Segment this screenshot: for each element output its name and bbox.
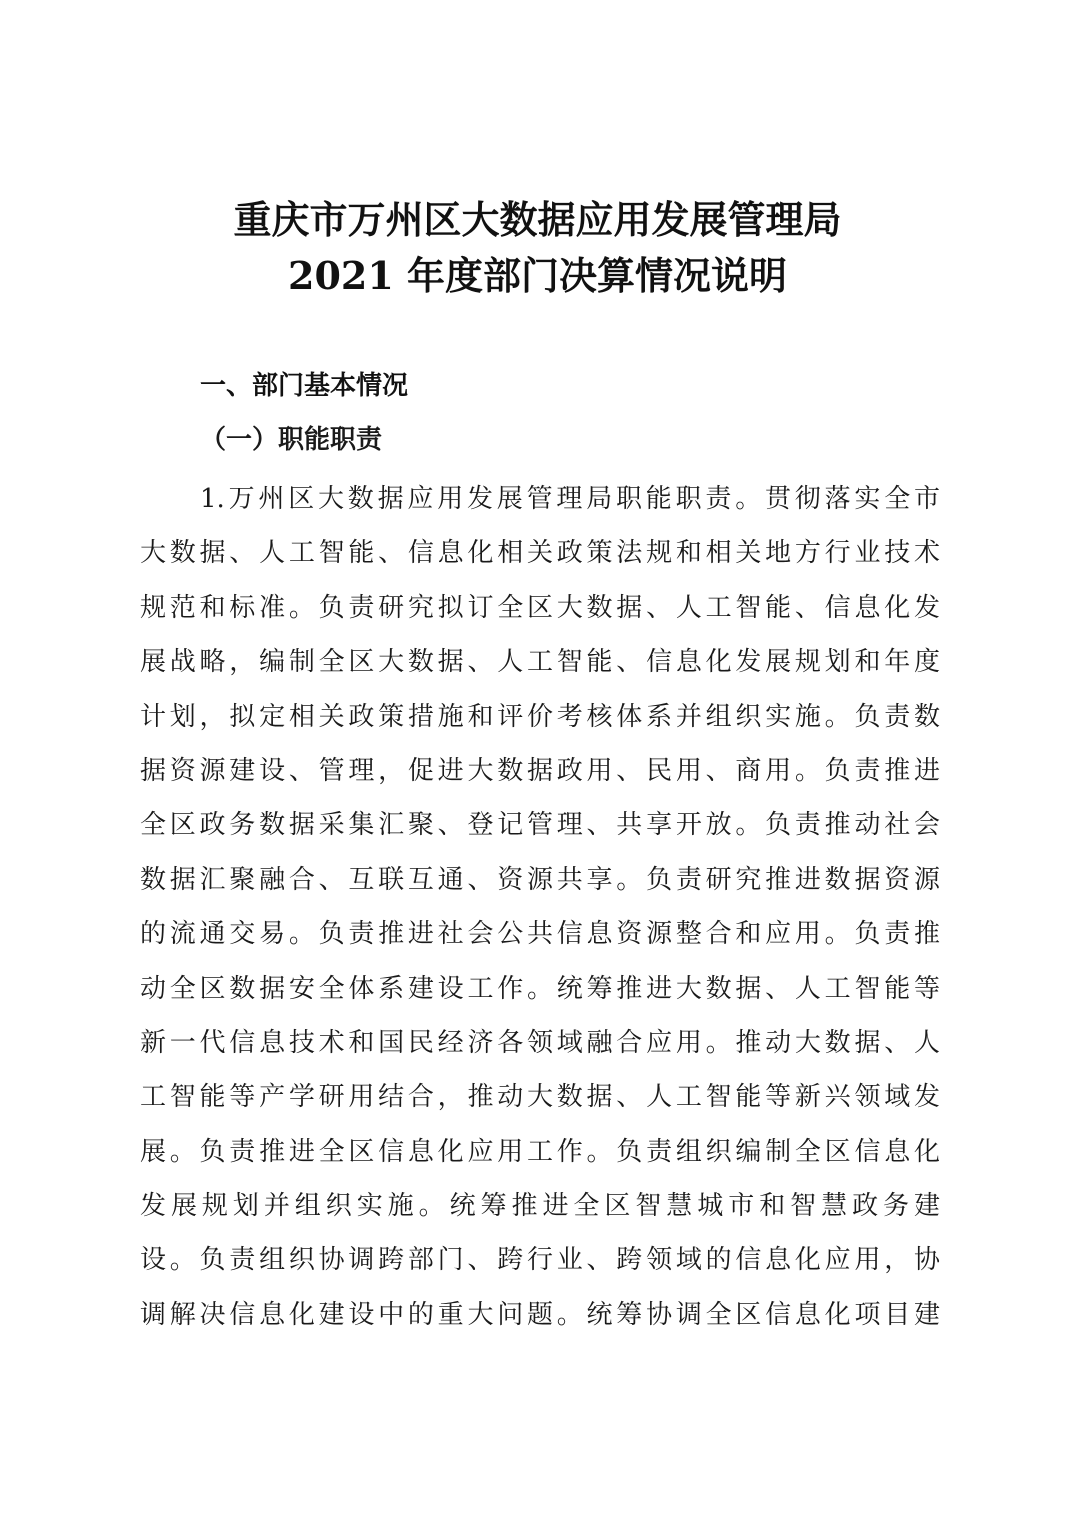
paragraph-line: 数据汇聚融合、互联互通、资源共享。负责研究推进数据资源 [140,864,940,895]
paragraph-line: 展。负责推进全区信息化应用工作。负责组织编制全区信息化 [140,1136,940,1167]
paragraph-line: 规范和标准。负责研究拟订全区大数据、人工智能、信息化发 [140,592,940,623]
paragraph-line: 动全区数据安全体系建设工作。统筹推进大数据、人工智能等 [140,973,940,1004]
document-title-line-1: 重庆市万州区大数据应用发展管理局 [233,197,842,242]
paragraph-line: 调解决信息化建设中的重大问题。统筹协调全区信息化项目建 [140,1299,940,1330]
paragraph-line: 展战略，编制全区大数据、人工智能、信息化发展规划和年度 [140,647,940,678]
paragraph-line: 据资源建设、管理，促进大数据政用、民用、商用。负责推进 [140,755,940,786]
paragraph-line: 的流通交易。负责推进社会公共信息资源整合和应用。负责推 [140,919,940,950]
subsection-heading: （一）职能职责 [200,425,383,455]
paragraph-line: 全区政务数据采集汇聚、登记管理、共享开放。负责推动社会 [140,810,940,841]
document-title-line-2: 2021 年度部门决算情况说明 [288,253,787,298]
paragraph-line: 发展规划并组织实施。统筹推进全区智慧城市和智慧政务建 [140,1191,940,1222]
body-paragraph [140,472,940,1342]
paragraph-line: 新一代信息技术和国民经济各领域融合应用。推动大数据、人 [140,1027,940,1058]
paragraph-line: 计划，拟定相关政策措施和评价考核体系并组织实施。负责数 [140,701,940,732]
paragraph-line: 1.万州区大数据应用发展管理局职能职责。贯彻落实全市 [200,484,940,514]
paragraph-line: 设。负责组织协调跨部门、跨行业、跨领域的信息化应用，协 [140,1245,940,1276]
section-heading: 一、部门基本情况 [200,371,409,401]
paragraph-line: 工智能等产学研用结合，推动大数据、人工智能等新兴领域发 [140,1082,940,1113]
paragraph-line: 大数据、人工智能、信息化相关政策法规和相关地方行业技术 [140,538,940,569]
